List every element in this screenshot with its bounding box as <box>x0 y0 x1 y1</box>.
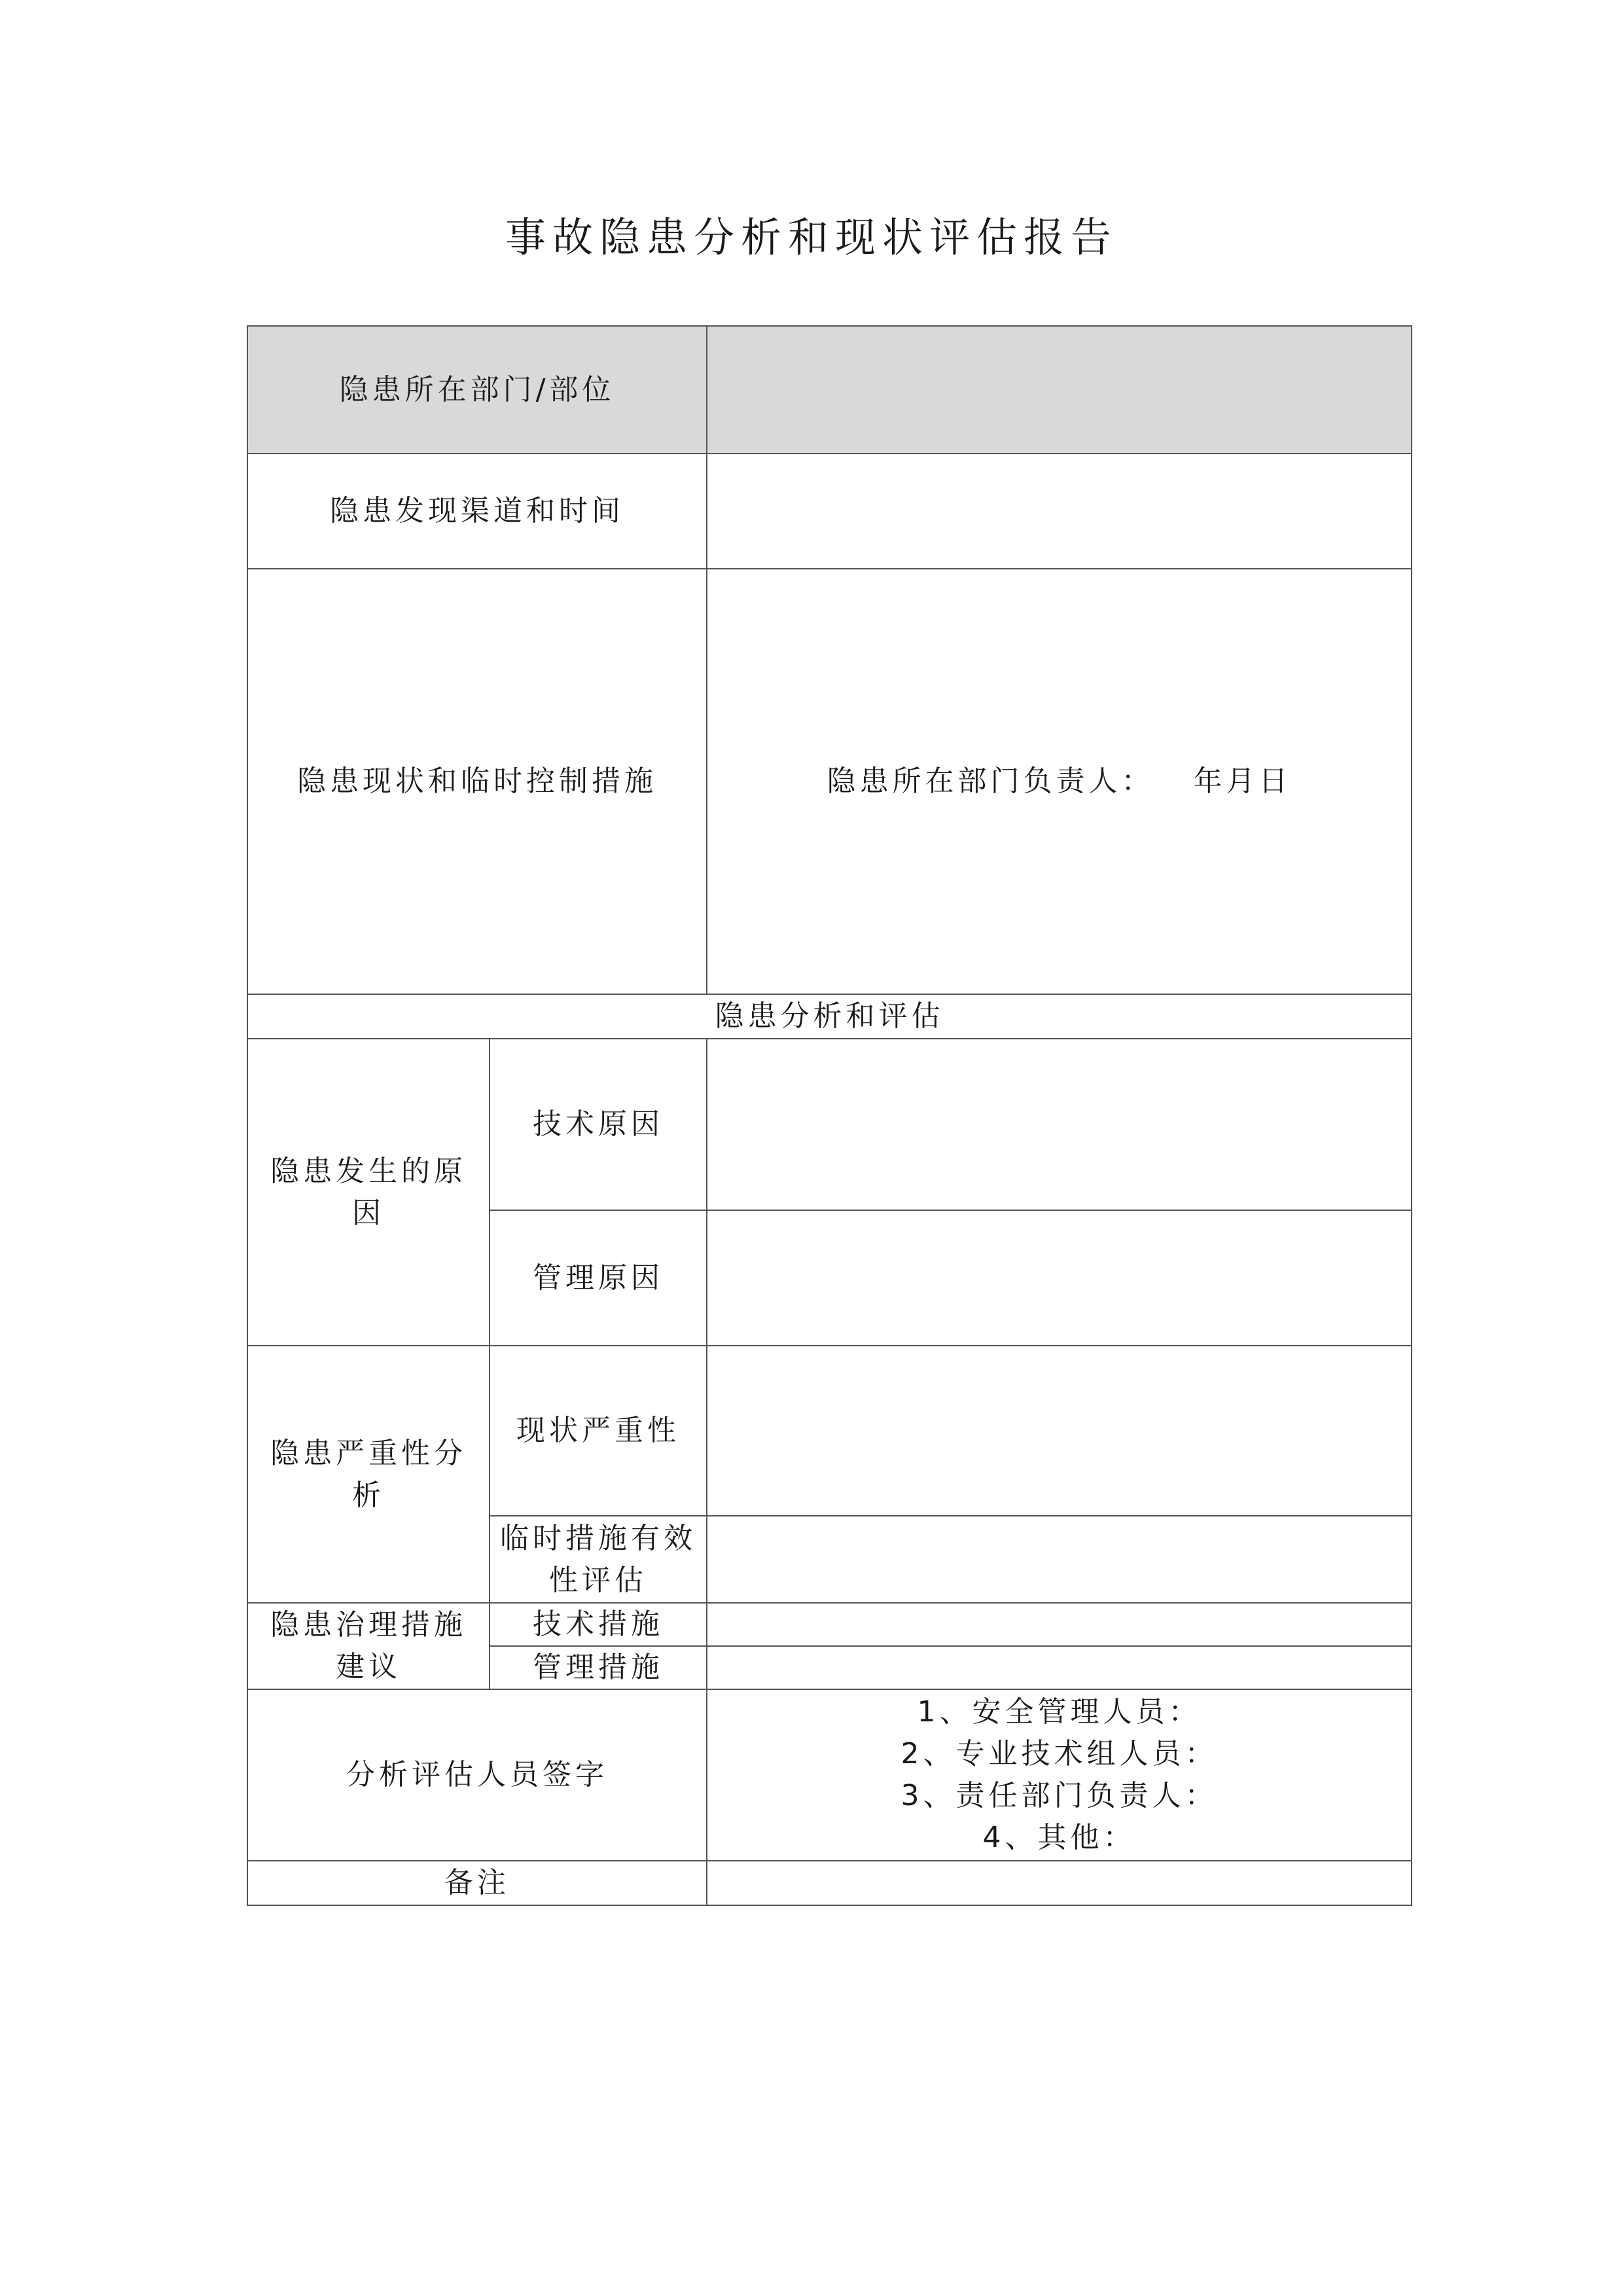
management-measures-field[interactable] <box>707 1646 1412 1689</box>
row-dept-location <box>247 326 1412 454</box>
technical-measures-label: 技术措施 <box>490 1603 707 1646</box>
technical-cause-field[interactable] <box>707 1039 1412 1210</box>
temp-measure-eval-field[interactable] <box>707 1516 1412 1603</box>
dept-location-label: 隐患所在部门/部位 <box>247 326 707 454</box>
signature-item-technical: 2、专业技术组人员： <box>901 1737 1218 1770</box>
status-control-label: 隐患现状和临时控制措施 <box>247 569 707 994</box>
severity-label: 隐患严重性分析 <box>247 1346 490 1603</box>
discovery-label: 隐患发现渠道和时间 <box>247 454 707 569</box>
cause-label: 隐患发生的原因 <box>247 1039 490 1346</box>
current-severity-field[interactable] <box>707 1346 1412 1516</box>
report-form-table <box>247 325 1412 1906</box>
remarks-label: 备注 <box>247 1861 707 1905</box>
discovery-field[interactable] <box>707 454 1412 569</box>
signatures-label: 分析评估人员签字 <box>247 1689 707 1861</box>
signatures-field[interactable] <box>707 1689 1412 1861</box>
analysis-section-header: 隐患分析和评估 <box>247 994 1412 1039</box>
current-severity-label: 现状严重性 <box>490 1346 707 1516</box>
technical-measures-field[interactable] <box>707 1603 1412 1646</box>
signature-item-other: 4、其他： <box>982 1821 1136 1854</box>
dept-location-field[interactable] <box>707 326 1412 454</box>
remarks-field[interactable] <box>707 1861 1412 1905</box>
row-technical-cause <box>247 1039 1412 1210</box>
row-remarks <box>247 1861 1412 1905</box>
row-technical-measures <box>247 1603 1412 1646</box>
row-current-severity <box>247 1346 1412 1516</box>
dept-head-sign-label: 隐患所在部门负责人： <box>827 764 1154 798</box>
governance-label: 隐患治理措施建议 <box>247 1603 490 1689</box>
row-status-control <box>247 569 1412 994</box>
row-discovery <box>247 454 1412 569</box>
technical-cause-label: 技术原因 <box>490 1039 707 1210</box>
management-cause-label: 管理原因 <box>490 1210 707 1346</box>
status-control-field[interactable] <box>707 569 1412 994</box>
row-analysis-header <box>247 994 1412 1039</box>
signature-item-safety: 1、安全管理人员： <box>917 1695 1202 1729</box>
signature-item-dept-head: 3、责任部门负责人： <box>901 1779 1218 1812</box>
row-signatures <box>247 1689 1412 1861</box>
management-measures-label: 管理措施 <box>490 1646 707 1689</box>
management-cause-field[interactable] <box>707 1210 1412 1346</box>
date-label: 年月日 <box>1193 764 1292 798</box>
temp-measure-eval-label: 临时措施有效性评估 <box>490 1516 707 1603</box>
page-title: 事故隐患分析和现状评估报告 <box>505 213 1118 261</box>
